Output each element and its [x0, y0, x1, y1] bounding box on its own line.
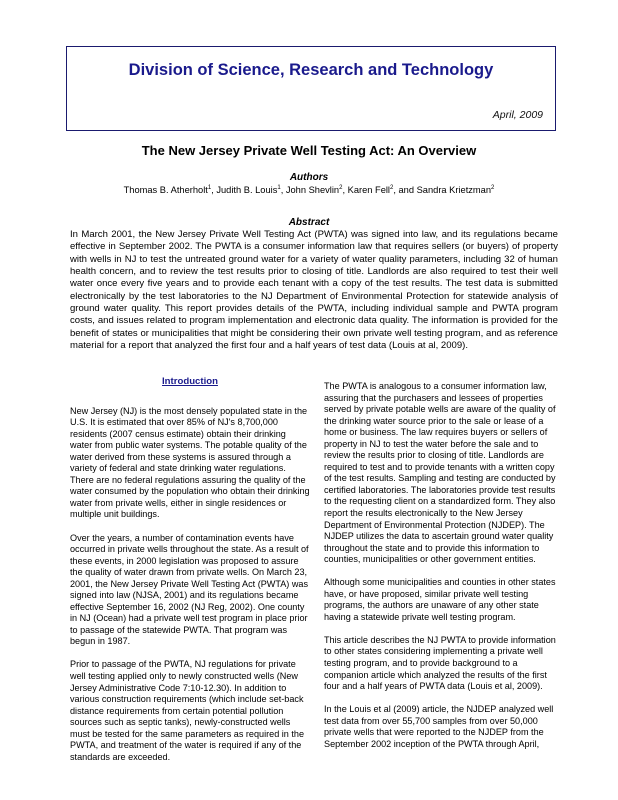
author-name: John Shevlin: [285, 185, 340, 196]
paragraph: In the Louis et al (2009) article, the NJDEP analyzed well test data from over 55,700 samples from over 50,000 private wells that were reported to the NJDEP from the September 2002 inception of the PWTA through April,: [324, 704, 554, 749]
division-title: Division of Science, Research and Technology: [128, 61, 494, 79]
paragraph: Prior to passage of the PWTA, NJ regulations for private well testing applied only to newly constructed wells (New Jersey Administrative Code 7:10-12.30). In addition to various construction requirements (which include set-back distance requirements from certain potential pollution sources such as septic tanks), newly-constructed wells must be tested for the same parameters as required in the PWTA, and treatment of the water is required if any of the standards are exceeded.: [70, 659, 305, 762]
header-box: [66, 46, 556, 131]
authors-heading: Authors: [289, 172, 329, 183]
paragraph: New Jersey (NJ) is the most densely populated state in the U.S. It is estimated that over 85% of NJ's 8,700,000 residents (2007 census estimate) obtain their drinking water from public water systems. The potable quality of the water derived from these systems is assured through a variety of federal and state drinking water regulations. There are no federal regulations assuring the quality of the water consumed by the population who obtain their drinking water from private wells, either in single residences or multiple unit buildings.: [70, 405, 310, 520]
paragraph: The PWTA is analogous to a consumer information law, assuring that the purchasers and lessees of properties served by private potable wells are aware of the quality of the drinking water source prior to the sale or lease of a home or business. The law requires buyers or sellers of property in NJ to test the water before the sale and to review the results prior to closing of title. Landlords are required to test and to provide tenants with a written copy of the test results. Sampling and testing are conducted by certified laboratories. The laboratories provide test results to the requesting client on a standardized form. They also report the results electronically to the New Jersey Department of Environmental Protection (NJDEP). The NJDEP utilizes the data to ascertain ground water quality throughout the state and to provide this information to counties, municipalities or other government entities.: [324, 381, 556, 565]
author-affiliation: 1: [207, 185, 212, 191]
authors-list: [0, 185, 618, 195]
author-affiliation: 2: [491, 185, 495, 191]
paragraph: Although some municipalities and counties in other states have, or have proposed, similar private well testing programs, the authors are unaware of any other state having a statewide private well testing program.: [324, 577, 556, 622]
author-name: Thomas B. Atherholt: [123, 185, 208, 196]
abstract-text: In March 2001, the New Jersey Private Well Testing Act (PWTA) was signed into law, and its regulations became effective in September 2002. The PWTA is a consumer information law that requires sellers (or buyers) of property with wells in NJ to test the untreated ground water for a variety of water quality parameters, including 32 of human health concern, and to review the test results prior to closing of title. Landlords are also required to test their well water once every five years and to provide each tenant with a copy of the test results. The test data is submitted electronically by the test laboratories to the NJ Department of Environmental Protection for statewide analysis of ground water quality. This report provides details of the PWTA, including individual sample and PWTA program costs, and issues related to program implementation and electronic data quality. The information is provided for the benefit of states or municipalities that might be considering their own private well testing program, and as reference material for a report that analyzed the first four and a half years of test data (Louis at al, 2009).: [70, 229, 558, 352]
right-column: [324, 381, 564, 762]
document-title: The New Jersey Private Well Testing Act: An Overview: [141, 143, 477, 158]
abstract-heading: Abstract: [288, 217, 330, 228]
introduction-heading: Introduction: [162, 376, 218, 387]
author-affiliation: 2: [390, 185, 394, 191]
author-affiliation: 1: [277, 185, 281, 191]
author-separator: ,: [280, 185, 286, 196]
author-name: Judith B. Louis: [216, 185, 278, 196]
paragraph: Over the years, a number of contamination events have occurred in private wells throughout the state. As a result of these events, in 2000 legislation was proposed to assure the quality of water drawn from private wells. On March 23, 2001, the New Jersey Private Well Testing Act (PWTA) was signed into law (NJSA, 2001) and its regulations became effective September 16, 2002 (NJ Reg, 2002). One county in NJ (Ocean) had a private well test program in place prior to passage of the statewide PWTA. That program was begun in 1987.: [70, 532, 309, 647]
author-name: Sandra Krietzman: [416, 185, 492, 196]
author-name: Karen Fell: [347, 185, 390, 196]
author-separator: ,: [342, 185, 348, 196]
author-affiliation: 2: [339, 185, 343, 191]
author-separator: ,: [211, 185, 217, 196]
publication-date: April, 2009: [492, 109, 543, 121]
author-separator: , and: [393, 185, 417, 196]
left-column: [70, 376, 310, 775]
paragraph: This article describes the NJ PWTA to provide information to other states considering implementing a private well testing program, and to provide background to a companion article which analyzed the results of the first four and a half years of PWTA data (Louis et al, 2009).: [324, 634, 556, 692]
